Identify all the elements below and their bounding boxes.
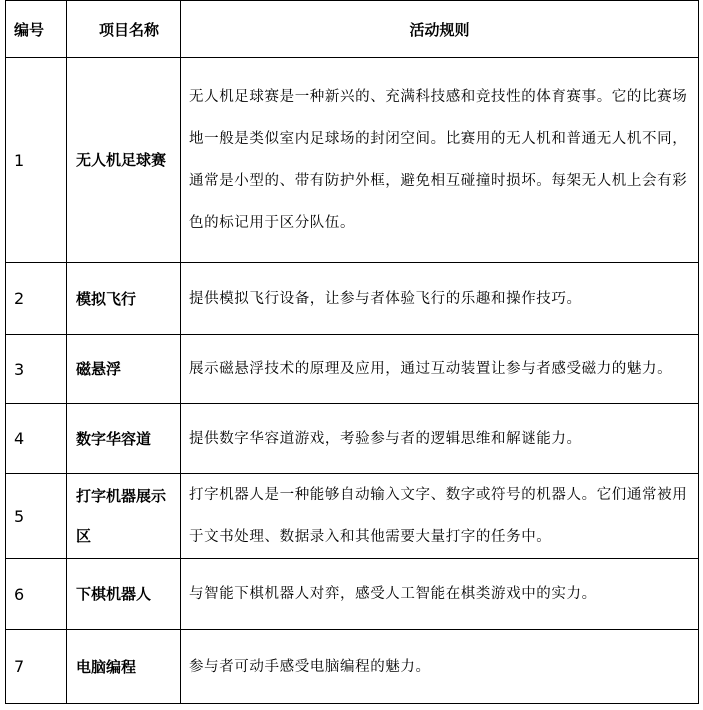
row-activity-rule: 打字机器人是一种能够自动输入文字、数字或符号的机器人。它们通常被用于文书处理、数据录入和其他需要大量打字的任务中。	[181, 474, 699, 559]
row-number: 5	[6, 474, 67, 559]
row-number: 6	[6, 559, 67, 630]
table-row	[6, 474, 699, 559]
row-project-name: 数字华容道	[67, 404, 181, 474]
row-activity-rule: 展示磁悬浮技术的原理及应用，通过互动装置让参与者感受磁力的魅力。	[181, 335, 699, 404]
activity-table	[5, 0, 699, 704]
row-number: 4	[6, 404, 67, 474]
row-activity-rule: 提供模拟飞行设备，让参与者体验飞行的乐趣和操作技巧。	[181, 263, 699, 335]
row-project-name: 电脑编程	[67, 630, 181, 704]
header-number: 编号	[6, 1, 67, 58]
header-activity-rule: 活动规则	[181, 1, 699, 58]
table-row	[6, 335, 699, 404]
row-number: 2	[6, 263, 67, 335]
table-header-row	[6, 1, 699, 58]
row-project-name: 打字机器展示区	[67, 474, 181, 559]
row-project-name: 下棋机器人	[67, 559, 181, 630]
row-activity-rule: 参与者可动手感受电脑编程的魅力。	[181, 630, 699, 704]
row-number: 7	[6, 630, 67, 704]
row-activity-rule: 无人机足球赛是一种新兴的、充满科技感和竞技性的体育赛事。它的比赛场地一般是类似室内足球场的封闭空间。比赛用的无人机和普通无人机不同，通常是小型的、带有防护外框，避免相互碰撞时损坏。每架无人机上会有彩色的标记用于区分队伍。	[181, 58, 699, 263]
table-row	[6, 58, 699, 263]
row-project-name: 磁悬浮	[67, 335, 181, 404]
row-project-name: 模拟飞行	[67, 263, 181, 335]
row-number: 1	[6, 58, 67, 263]
row-number: 3	[6, 335, 67, 404]
row-activity-rule: 提供数字华容道游戏，考验参与者的逻辑思维和解谜能力。	[181, 404, 699, 474]
table-row	[6, 559, 699, 630]
table-row	[6, 404, 699, 474]
row-activity-rule: 与智能下棋机器人对弈，感受人工智能在棋类游戏中的实力。	[181, 559, 699, 630]
header-project-name: 项目名称	[67, 1, 181, 58]
table-row	[6, 263, 699, 335]
row-project-name: 无人机足球赛	[67, 58, 181, 263]
table-row	[6, 630, 699, 704]
